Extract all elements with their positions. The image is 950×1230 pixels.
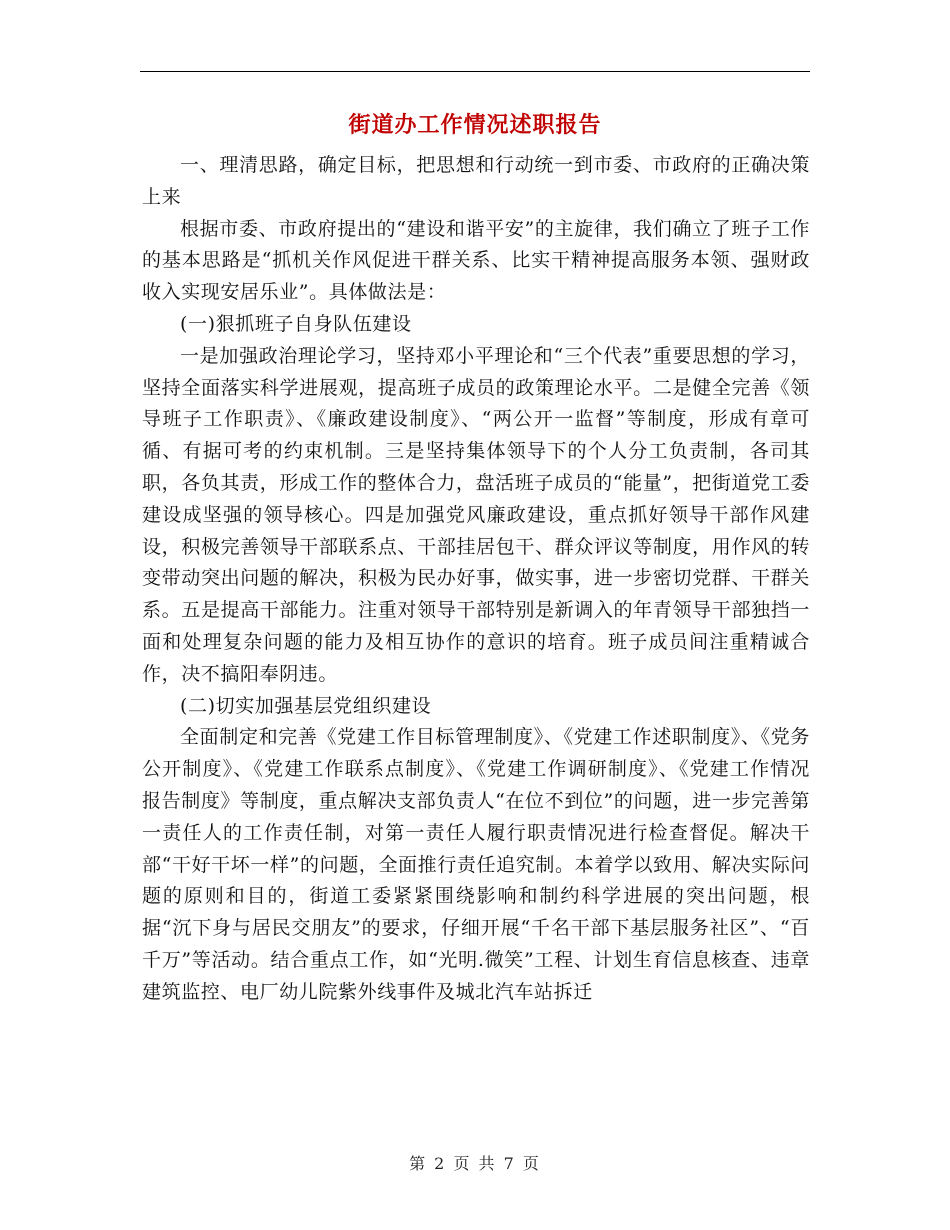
document-title: 街道办工作情况述职报告 [348,112,602,138]
paragraph-intro: 根据市委、市政府提出的“建设和谐平安”的主旋律，我们确立了班子工作的基本思路是“抓机关作风促进干群关系、比实干精神提高服务本领、强财政收入实现安居乐业”。具体做法是： [142,217,810,304]
paragraph-team-building: 一是加强政治理论学习，坚持邓小平理论和“三个代表”重要思想的学习，坚持全面落实科学进展观，提高班子成员的政策理论水平。二是健全完善《领导班子工作职责》、《廉政建设制度》、“两公开一监督”等制度，形成有章可循、有据可考的约束机制。三是坚持集体领导下的个人分工负责制，各司其职，各负其责，形成工作的整体合力，盘活班子成员的“能量”，把街道党工委建设成坚强的领导核心。四是加强党风廉政建设，重点抓好领导干部作风建设，积极完善领导干部联系点、干部挂居包干、群众评议等制度，用作风的转变带动突出问题的解决，积极为民办好事，做实事，进一步密切党群、干群关系。五是提高干部能力。注重对领导干部特别是新调入的年青领导干部独挡一面和处理复杂问题的能力及相互协作的意识的培育。班子成员间注重精诚合作，决不搞阳奉阴违。 [142,344,810,685]
paragraph-section-heading-1: 一、理清思路，确定目标，把思想和行动统一到市委、市政府的正确决策上来 [142,154,810,208]
paragraph-subheading-1: (一)狠抓班子自身队伍建设 [180,312,412,335]
document-body [142,150,810,1009]
page-number-footer: 第 2 页 共 7 页 [409,1154,541,1173]
header-rule [140,71,810,72]
paragraph-party-organization: 全面制定和完善《党建工作目标管理制度》、《党建工作述职制度》、《党务公开制度》、《党建工作联系点制度》、《党建工作调研制度》、《党建工作情况报告制度》等制度，重点解决支部负责人“在位不到位”的问题，进一步完善第一责任人的工作责任制，对第一责任人履行职责情况进行检查督促。解决干部“干好干坏一样”的问题，全面推行责任追究制。本着学以致用、解决实际问题的原则和目的，街道工委紧紧围绕影响和制约科学进展的突出问题，根据“沉下身与居民交朋友”的要求，仔细开展“千名干部下基层服务社区”、“百千万”等活动。结合重点工作，如“光明.微笑”工程、计划生育信息核查、违章建筑监控、电厂幼儿院紫外线事件及城北汽车站拆迁 [142,726,810,1003]
paragraph-subheading-2: (二)切实加强基层党组织建设 [180,694,432,717]
